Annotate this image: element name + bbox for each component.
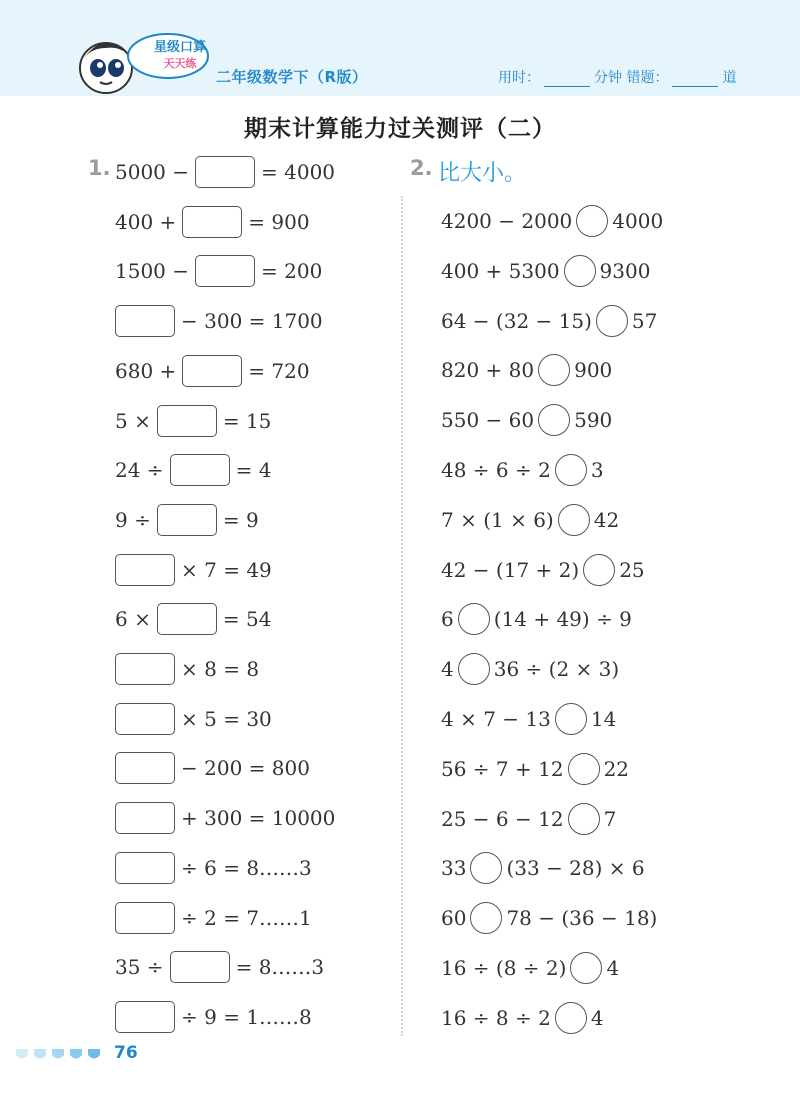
compare-left: 48 ÷ 6 ÷ 2 xyxy=(441,458,551,482)
compare-right: (14 + 49) ÷ 9 xyxy=(493,607,632,631)
answer-box[interactable] xyxy=(182,355,242,387)
equation-right: = 4 xyxy=(235,458,272,482)
compare-row xyxy=(441,950,619,986)
errors-blank[interactable] xyxy=(672,72,718,87)
compare-right: (33 − 28) × 6 xyxy=(506,856,645,880)
answer-box[interactable] xyxy=(195,255,255,287)
compare-right: 590 xyxy=(574,408,613,432)
compare-row xyxy=(441,303,657,339)
equation-row xyxy=(115,353,310,389)
compare-circle[interactable] xyxy=(583,554,615,586)
errors-label: 错题： xyxy=(626,70,669,86)
equation-right: × 7 = 49 xyxy=(181,558,272,582)
compare-circle[interactable] xyxy=(538,404,570,436)
compare-left: 7 × (1 × 6) xyxy=(441,508,554,532)
compare-row xyxy=(441,601,632,637)
equation-row xyxy=(115,403,271,439)
compare-right: 36 ÷ (2 × 3) xyxy=(493,657,620,681)
equation-right: ÷ 6 = 8……3 xyxy=(181,856,312,880)
equation-right: = 720 xyxy=(248,359,310,383)
equation-right: = 4000 xyxy=(261,160,336,184)
compare-right: 3 xyxy=(590,458,604,482)
compare-circle[interactable] xyxy=(568,753,600,785)
equation-right: × 5 = 30 xyxy=(181,707,272,731)
compare-right: 9300 xyxy=(599,259,651,283)
compare-circle[interactable] xyxy=(555,454,587,486)
equation-right: ÷ 9 = 1……8 xyxy=(181,1005,312,1029)
equation-row xyxy=(115,750,310,786)
equation-row xyxy=(115,552,272,588)
page-number: 76 xyxy=(114,1043,138,1063)
compare-circle[interactable] xyxy=(570,952,602,984)
equation-left: 5 × xyxy=(115,409,151,433)
equation-row xyxy=(115,949,324,985)
equation-right: = 900 xyxy=(248,210,310,234)
equation-row xyxy=(115,701,272,737)
compare-circle[interactable] xyxy=(555,703,587,735)
compare-circle[interactable] xyxy=(555,1002,587,1034)
logo-line-1: 星级口算 xyxy=(153,40,206,55)
compare-right: 7 xyxy=(603,807,617,831)
equation-row xyxy=(115,651,259,687)
compare-left: 56 ÷ 7 + 12 xyxy=(441,757,564,781)
equation-right: = 54 xyxy=(222,607,272,631)
equation-right: × 8 = 8 xyxy=(181,657,260,681)
compare-row xyxy=(441,751,629,787)
compare-right: 22 xyxy=(603,757,630,781)
time-blank[interactable] xyxy=(544,72,590,87)
equation-right: ÷ 2 = 7……1 xyxy=(181,906,312,930)
compare-right: 25 xyxy=(619,558,645,582)
time-label: 用时： xyxy=(498,70,540,86)
compare-row xyxy=(441,452,604,488)
compare-circle[interactable] xyxy=(576,205,608,237)
compare-right: 14 xyxy=(590,707,617,731)
equation-right: = 8……3 xyxy=(235,955,325,979)
compare-circle[interactable] xyxy=(458,653,490,685)
compare-circle[interactable] xyxy=(564,255,596,287)
minutes-label: 分钟 xyxy=(594,70,622,86)
answer-box[interactable] xyxy=(157,405,217,437)
compare-right: 78 − (36 − 18) xyxy=(506,906,658,930)
answer-box[interactable] xyxy=(115,802,175,834)
compare-left: 4 × 7 − 13 xyxy=(441,707,551,731)
equation-left: 35 ÷ xyxy=(115,955,164,979)
compare-left: 820 + 80 xyxy=(441,358,535,382)
compare-left: 550 − 60 xyxy=(441,408,535,432)
equation-left: 5000 − xyxy=(115,160,190,184)
compare-circle[interactable] xyxy=(596,305,628,337)
compare-circle[interactable] xyxy=(558,504,590,536)
time-info xyxy=(498,67,736,87)
equation-row xyxy=(115,601,271,637)
compare-left: 4200 − 2000 xyxy=(441,209,573,233)
equation-right: = 9 xyxy=(222,508,259,532)
count-unit: 道 xyxy=(722,70,737,86)
section-1-number: 1. xyxy=(88,156,111,180)
answer-box[interactable] xyxy=(182,206,242,238)
logo-line-2: 天天练 xyxy=(163,57,197,70)
compare-left: 16 ÷ (8 ÷ 2) xyxy=(441,956,567,980)
compare-left: 42 − (17 + 2) xyxy=(441,558,580,582)
equation-right: = 200 xyxy=(261,259,323,283)
section-2-title: 比大小。 xyxy=(438,161,527,186)
compare-right: 4 xyxy=(590,1006,604,1030)
answer-box[interactable] xyxy=(170,951,230,983)
equation-left: 9 ÷ xyxy=(115,508,151,532)
compare-left: 6 xyxy=(441,607,454,631)
compare-left: 16 ÷ 8 ÷ 2 xyxy=(441,1006,551,1030)
equation-row xyxy=(115,502,259,538)
equation-row xyxy=(115,800,335,836)
answer-box[interactable] xyxy=(115,1001,175,1033)
answer-box[interactable] xyxy=(195,156,255,188)
compare-circle[interactable] xyxy=(538,354,570,386)
section-2-number: 2. xyxy=(410,156,433,180)
compare-row xyxy=(441,701,616,737)
answer-box[interactable] xyxy=(115,852,175,884)
compare-row xyxy=(441,253,650,289)
column-divider xyxy=(401,196,403,1036)
compare-left: 33 xyxy=(441,856,467,880)
compare-right: 42 xyxy=(593,508,620,532)
answer-box[interactable] xyxy=(115,703,175,735)
answer-box[interactable] xyxy=(115,752,175,784)
compare-right: 900 xyxy=(574,358,613,382)
equation-row xyxy=(115,900,312,936)
compare-row xyxy=(441,203,663,239)
compare-row xyxy=(441,651,619,687)
answer-box[interactable] xyxy=(115,305,175,337)
equation-left: 680 + xyxy=(115,359,177,383)
equation-row xyxy=(115,850,312,886)
compare-row xyxy=(441,801,616,837)
equation-right: − 300 = 1700 xyxy=(181,309,323,333)
compare-row xyxy=(441,850,645,886)
compare-right: 57 xyxy=(631,309,658,333)
compare-row xyxy=(441,1000,604,1036)
compare-row xyxy=(441,900,657,936)
compare-right: 4000 xyxy=(612,209,664,233)
equation-row xyxy=(115,452,271,488)
footer-decoration xyxy=(14,1046,114,1062)
compare-circle[interactable] xyxy=(470,902,502,934)
equation-row xyxy=(115,204,310,240)
answer-box[interactable] xyxy=(157,504,217,536)
answer-box[interactable] xyxy=(157,603,217,635)
equation-row xyxy=(115,154,335,190)
answer-box[interactable] xyxy=(115,554,175,586)
page-title: 期末计算能力过关测评（二） xyxy=(244,116,556,142)
compare-right: 4 xyxy=(606,956,620,980)
equation-left: 24 ÷ xyxy=(115,458,164,482)
equation-row xyxy=(115,303,323,339)
compare-left: 25 − 6 − 12 xyxy=(441,807,564,831)
logo-text xyxy=(140,40,220,72)
equation-right: = 15 xyxy=(222,409,272,433)
equation-row xyxy=(115,253,322,289)
compare-circle[interactable] xyxy=(458,603,490,635)
equation-right: + 300 = 10000 xyxy=(181,806,336,830)
answer-box[interactable] xyxy=(115,902,175,934)
answer-box[interactable] xyxy=(170,454,230,486)
equation-row xyxy=(115,999,312,1035)
compare-left: 4 xyxy=(441,657,454,681)
compare-circle[interactable] xyxy=(568,803,600,835)
answer-box[interactable] xyxy=(115,653,175,685)
equation-left: 6 × xyxy=(115,607,151,631)
compare-row xyxy=(441,352,612,388)
book-title: 二年级数学下（R版） xyxy=(216,68,368,86)
equation-left: 1500 − xyxy=(115,259,190,283)
compare-left: 64 − (32 − 15) xyxy=(441,309,592,333)
equation-left: 400 + xyxy=(115,210,177,234)
compare-row xyxy=(441,402,612,438)
compare-row xyxy=(441,502,619,538)
compare-left: 60 xyxy=(441,906,467,930)
equation-right: − 200 = 800 xyxy=(181,756,310,780)
compare-row xyxy=(441,552,645,588)
compare-circle[interactable] xyxy=(470,852,502,884)
compare-left: 400 + 5300 xyxy=(441,259,560,283)
